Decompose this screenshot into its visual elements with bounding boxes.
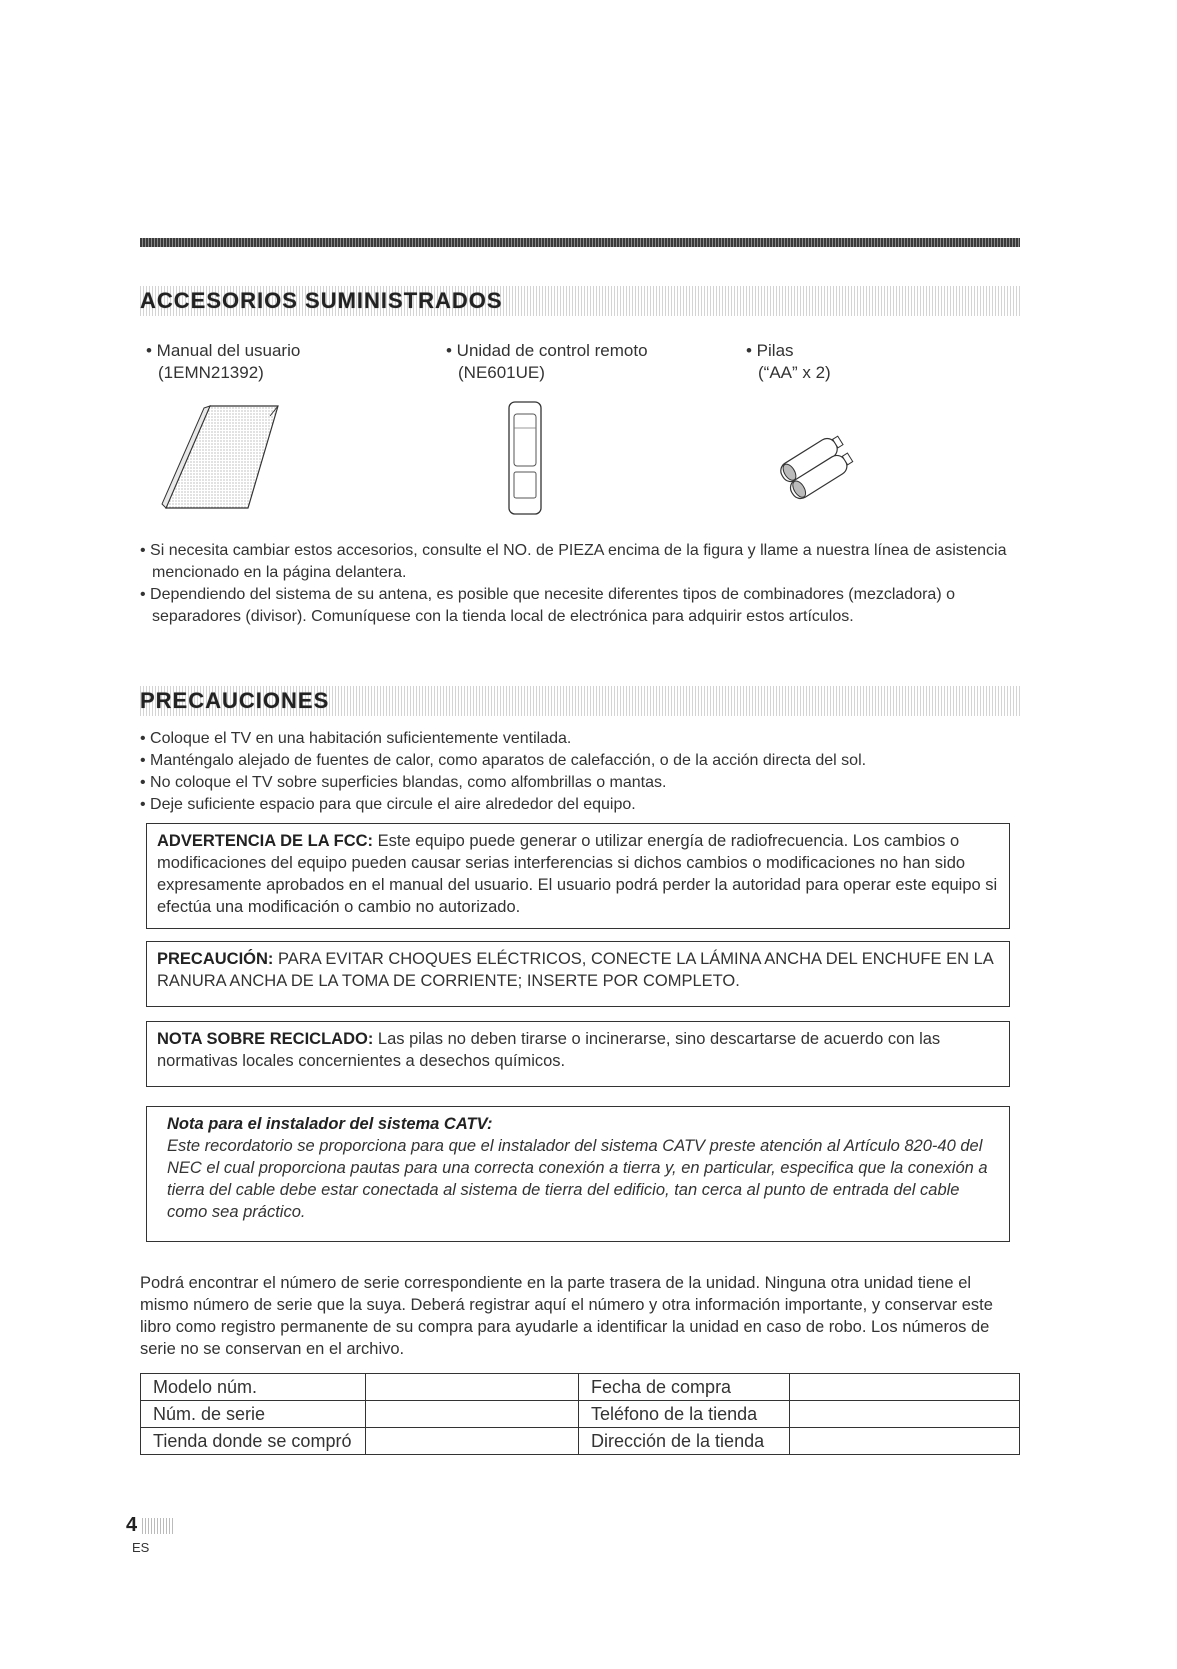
top-rule <box>140 238 1020 247</box>
caution-heading: PRECAUCIÓN: <box>157 950 274 968</box>
fcc-warning-box <box>146 823 1010 929</box>
accessories-title: ACCESORIOS SUMINISTRADOS <box>140 288 503 313</box>
table-cell-label: Modelo núm. <box>141 1374 366 1401</box>
caution-box <box>146 941 1010 1007</box>
precaution-item: • Manténgalo alejado de fuentes de calor, como aparatos de calefacción, o de la acción directa del sol. <box>140 752 867 769</box>
purchase-record-table <box>140 1373 1020 1455</box>
precautions-list <box>140 728 1020 816</box>
precautions-title: PRECAUCIONES <box>140 688 330 713</box>
table-row <box>141 1374 1020 1401</box>
accessory-code: (NE601UE) <box>458 363 545 382</box>
accessories-notes <box>140 540 1020 628</box>
accessory-batteries <box>746 340 831 384</box>
accessory-note: • Si necesita cambiar estos accesorios, consulte el NO. de PIEZA encima de la figura y llame a nuestra línea de asistencia mencionado en la página delantera. <box>140 542 1007 581</box>
table-row <box>141 1428 1020 1455</box>
remote-control-icon <box>505 400 545 518</box>
table-cell-entry[interactable] <box>790 1374 1020 1401</box>
table-cell-label: Fecha de compra <box>579 1374 790 1401</box>
table-cell-label: Dirección de la tienda <box>579 1428 790 1455</box>
fcc-warning-heading: ADVERTENCIA DE LA FCC: <box>157 832 374 850</box>
batteries-icon <box>766 428 876 500</box>
catv-note-box <box>146 1106 1010 1242</box>
recycling-note-box <box>146 1021 1010 1087</box>
page-number: 4 <box>126 1514 138 1536</box>
catv-note-heading: Nota para el instalador del sistema CATV: <box>167 1115 493 1133</box>
recycling-note-text: Las pilas no deben tirarse o incinerarse, sino descartarse de acuerdo con las normativas locales concernientes a desechos químicos. <box>157 1030 941 1070</box>
table-row <box>141 1401 1020 1428</box>
manual-icon <box>160 404 280 514</box>
table-cell-entry[interactable] <box>790 1428 1020 1455</box>
precautions-header <box>140 686 1020 716</box>
accessory-code: (“AA” x 2) <box>758 363 831 382</box>
table-cell-entry[interactable] <box>366 1401 579 1428</box>
table-cell-label: Núm. de serie <box>141 1401 366 1428</box>
accessory-manual <box>146 340 300 384</box>
precaution-item: • Deje suficiente espacio para que circule el aire alrededor del equipo. <box>140 796 636 813</box>
precaution-item: • No coloque el TV sobre superficies blandas, como alfombrillas o mantas. <box>140 774 667 791</box>
table-cell-entry[interactable] <box>366 1428 579 1455</box>
accessory-label: • Pilas <box>746 341 794 360</box>
recycling-note-heading: NOTA SOBRE RECICLADO: <box>157 1030 374 1048</box>
page-language: ES <box>132 1540 150 1555</box>
accessory-code: (1EMN21392) <box>158 363 264 382</box>
accessory-label: • Unidad de control remoto <box>446 341 648 360</box>
table-cell-label: Teléfono de la tienda <box>579 1401 790 1428</box>
accessory-note: • Dependiendo del sistema de su antena, es posible que necesite diferentes tipos de combinadores (mezcladora) o separadores (divisor). Comuníquese con la tienda local de electrónica para adquirir estos artículos. <box>140 586 955 625</box>
table-cell-label: Tienda donde se compró <box>141 1428 366 1455</box>
accessories-header <box>140 286 1020 316</box>
table-cell-entry[interactable] <box>366 1374 579 1401</box>
precaution-item: • Coloque el TV en una habitación suficientemente ventilada. <box>140 730 572 747</box>
caution-text: PARA EVITAR CHOQUES ELÉCTRICOS, CONECTE LA LÁMINA ANCHA DEL ENCHUFE EN LA RANURA ANCHA DE LA TOMA DE CORRIENTE; INSERTE POR COMPLETO. <box>157 950 993 990</box>
accessory-remote <box>446 340 648 384</box>
table-cell-entry[interactable] <box>790 1401 1020 1428</box>
catv-note-text: Este recordatorio se proporciona para que el instalador del sistema CATV preste atención al Artículo 820-40 del NEC el cual proporciona pautas para una correcta conexión a tierra y, en particular, especifica que la conexión a tierra del cable debe estar conectada al sistema de tierra del edificio, tan cerca al punto de entrada del cable como sea práctico. <box>167 1137 988 1221</box>
fcc-warning-text: Este equipo puede generar o utilizar energía de radiofrecuencia. Los cambios o modificaciones del equipo pueden causar serias interferencias si dichos cambios o modificaciones no han sido expresamente aprobados en el manual del usuario. El usuario podrá perder la autoridad para operar este equipo si efectúa una modificación o cambio no autorizado. <box>157 832 998 916</box>
page-number-bar <box>142 1518 174 1534</box>
accessory-label: • Manual del usuario <box>146 341 301 360</box>
serial-number-paragraph: Podrá encontrar el número de serie correspondiente en la parte trasera de la unidad. Ninguna otra unidad tiene el mismo número de serie que la suya. Deberá registrar aquí el número y otra información importante, y conservar este libro como registro permanente de su compra para ayudarle a identificar la unidad en caso de robo. Los números de serie no se conservan en el archivo. <box>140 1274 993 1358</box>
